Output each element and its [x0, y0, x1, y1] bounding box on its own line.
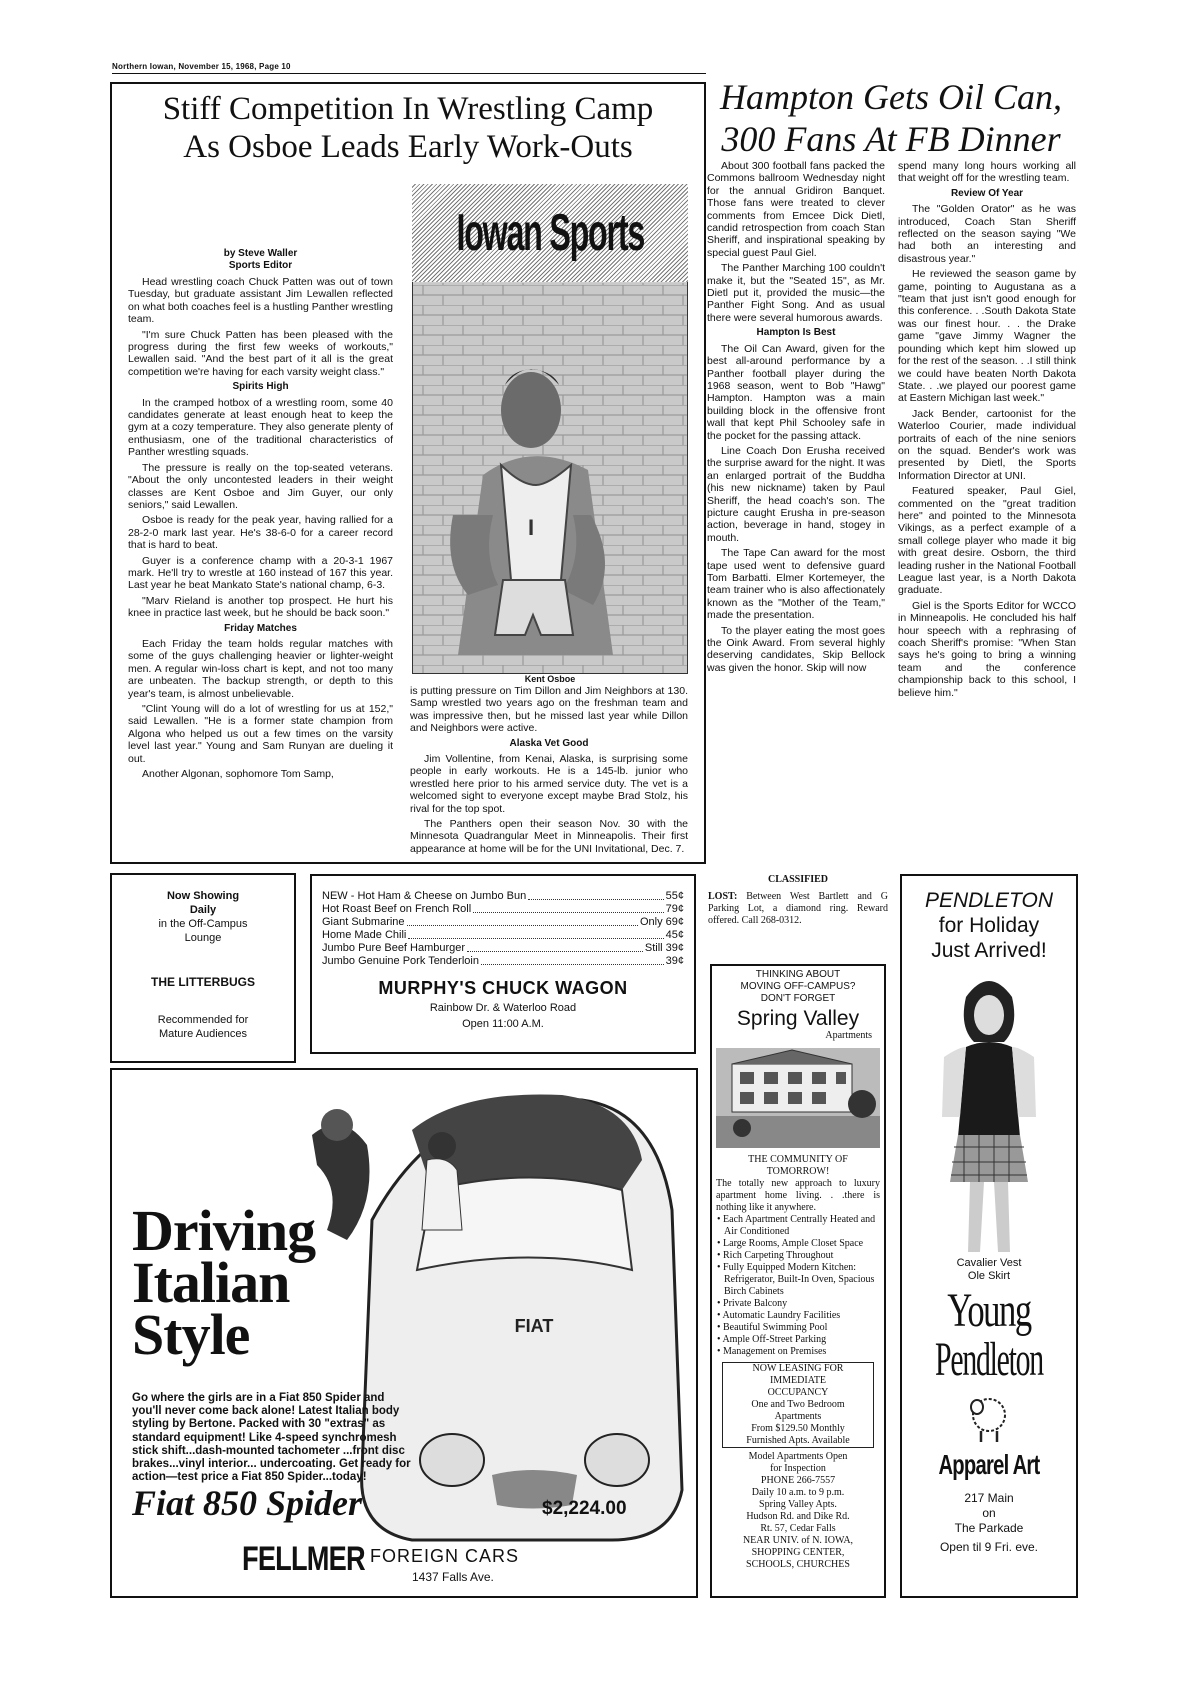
community-line: THE COMMUNITY OF — [748, 1154, 848, 1165]
wrestling-headline-1: Stiff Competition In Wrestling Camp — [162, 91, 654, 127]
model-line: PHONE 266-7557 — [760, 1475, 836, 1486]
model-line: SHOPPING CENTER, — [751, 1547, 845, 1558]
article-paragraph: Head wrestling coach Chuck Patten was out of town Tuesday, but graduate assistant Jim Lewallen reflected on what both coaches feel is a hustling Panther wrestling team. — [128, 276, 393, 326]
model-line: NEAR UNIV. of N. IOWA, — [742, 1535, 854, 1546]
article-paragraph: Line Coach Don Erusha received the surprise award for the night. It was an enlarged portrait of the Buddha (his new nickname) taken by Paul Sheriff, the head coach's son. The picture caught Erusha in pre-season action, beverage in hand, stogey in mouth. — [707, 444, 886, 544]
article-paragraph: Featured speaker, Paul Giel, commented on the "great tradition here" and pointed to the Minnesota Vikings, as a perfect example of a small college player who made it big with great desire. Osborn, the third leading rusher in the National Football League last year, is a North Dakota graduate. — [898, 485, 1076, 597]
article-paragraph: He reviewed the season game by game, pointing to Augustana as a "team that just isn't good enough for this conference. . .South Dakota State was our finest hour. . . the Drake game "gave Jimmy Wagner the pounding which kept him slowed up for the rest of the season. . .I still think we could have beaten North Dakota State. . .we played our poorest game at Eastern Michigan last week." — [898, 268, 1076, 405]
lounge-line: in the Off-Campus — [158, 918, 248, 930]
spring-header-line: THINKING ABOUT — [755, 969, 841, 980]
article-paragraph: Each Friday the team holds regular matches with some of the guys challenging heavier or lighter-weight men. A regular win-loss chart is kept, and not too many are unbeaten. The backup strength, or depth to this year's team, is almost unbelievable. — [128, 637, 393, 700]
menu-item — [322, 916, 684, 929]
menu-item-name: Jumbo Genuine Pork Tenderloin — [322, 955, 479, 967]
band-name: THE LITTERBUGS — [151, 975, 255, 989]
fiat-price: $2,224.00 — [542, 1498, 627, 1519]
feature-text: Private Balcony — [723, 1298, 788, 1309]
photo-caption: Kent Osboe — [524, 674, 576, 684]
fiat-headline — [132, 1198, 316, 1367]
model-line: Rt. 57, Cedar Falls — [760, 1523, 836, 1534]
article-paragraph: About 300 football fans packed the Commons ballroom Wednesday night for the annual Gridiron Banquet. Those fans were treated to clever comments from Emcee Dick Dietl, candid retrospection from coach Stan Sheriff, and inspirational speaking by special guest Paul Giel. — [707, 160, 885, 259]
menu-item-price: 55¢ — [665, 890, 684, 902]
menu-leader-dots — [408, 929, 663, 939]
fiat-headline-line: Italian — [132, 1250, 290, 1315]
byline: by Steve Waller — [223, 248, 298, 259]
fiat-model: Fiat 850 Spider — [132, 1483, 363, 1523]
article-paragraph: "I'm sure Chuck Patten has been pleased with the progress during the first few weeks of workouts," Lewallen said. "And the best part of it all is the great competition we're having for each varsity weight class." — [128, 328, 393, 378]
feature-item: • Management on Premises — [717, 1346, 827, 1357]
menu-list — [322, 890, 684, 968]
hampton-column-2 — [898, 160, 1076, 702]
spring-valley-ad — [710, 964, 886, 1598]
lounge-line: Mature Audiences — [158, 1028, 248, 1040]
article-paragraph: The pressure is really on the top-seated veterans. "About the only uncontested leaders in their weight classes are Kent Osboe and Jim Guyer, our only seniors," said Lewallen. — [128, 461, 393, 511]
hampton-column-1 — [707, 160, 885, 677]
classified-title: CLASSIFIED — [767, 874, 829, 885]
menu-item-price: Only 69¢ — [639, 916, 684, 928]
menu-item — [322, 890, 684, 903]
menu-item — [322, 903, 684, 916]
svg-text:FIAT: FIAT — [514, 1316, 554, 1336]
menu-item — [322, 942, 684, 955]
hampton-headline-1: Hampton Gets Oil Can, — [720, 77, 1062, 117]
lounge-ad — [110, 873, 296, 1063]
menu-item-price: Still 39¢ — [644, 942, 684, 954]
menu-item-name: Hot Roast Beef on French Roll — [322, 903, 472, 915]
feature-list — [712, 1214, 884, 1358]
pendleton-line: for Holiday — [938, 914, 1040, 937]
leasing-line: Furnished Apts. Available — [746, 1435, 850, 1446]
feature-item: • Each Apartment Centrally Heated and Air Conditioned — [717, 1214, 876, 1237]
classified-label: LOST: — [708, 891, 738, 902]
pendleton-item: Ole Skirt — [967, 1270, 1011, 1282]
store-address: on — [982, 1506, 996, 1520]
spring-valley-apartments: Apartments — [825, 1030, 872, 1041]
menu-item-price: 39¢ — [665, 955, 684, 967]
wrestling-column-2 — [410, 685, 688, 858]
dealer-address: 1437 Falls Ave. — [412, 1570, 494, 1584]
restaurant-name: MURPHY'S CHUCK WAGON — [378, 978, 628, 998]
section-banner-text: Iowan Sports — [456, 204, 644, 262]
article-paragraph: The Oil Can Award, given for the best all-around performance by a Panther football player during the 1968 season, went to Bob "Hawg" Hampton. Hampton was a main building block in the offensive front wall that kept Phil Schooley safe in the pocket for the passing attack. — [707, 342, 885, 442]
brand-line: Pendleton — [935, 1333, 1043, 1386]
article-paragraph: Guyer is a conference champ with a 20-3-1 1967 mark. He'll try to wrestle at 160 instead of 167 this year. Last year he beat Mankato State's national champ, 6-3. — [128, 554, 393, 592]
menu-leader-dots — [473, 903, 663, 913]
wrestling-article — [110, 82, 706, 864]
spring-header-line: DON'T FORGET — [760, 993, 836, 1004]
lounge-line: Recommended for — [157, 1014, 249, 1026]
store-hours: Open til 9 Fri. eve. — [939, 1540, 1039, 1554]
dealer-name: FELLMER — [242, 1540, 365, 1578]
spring-intro: The totally new approach to luxury apartment home living. . .there is nothing like it anywhere. — [716, 1178, 880, 1213]
model-line: Spring Valley Apts. — [759, 1499, 837, 1510]
menu-leader-dots — [481, 955, 664, 965]
feature-text: Automatic Laundry Facilities — [722, 1310, 841, 1321]
subhead: Alaska Vet Good — [509, 737, 589, 749]
menu-leader-dots — [528, 890, 663, 900]
spring-header-line: MOVING OFF-CAMPUS? — [740, 981, 856, 992]
article-paragraph: The Panther Marching 100 couldn't make it, but the "Seated 15", as Mr. Dietl put it, provided the music—the Panther Fight Song. And as usual there were several humorous awards. — [707, 262, 885, 324]
model-line: SCHOOLS, CHURCHES — [746, 1559, 850, 1570]
brand-line: Young — [947, 1284, 1031, 1337]
feature-item: • Automatic Laundry Facilities — [717, 1310, 841, 1321]
article-paragraph: The Panthers open their season Nov. 30 with the Minnesota Quadrangular Meet in Minneapolis. Their first appearance at home will be for the UNI Invitational, Dec. 7. — [410, 818, 688, 855]
folio-rule — [112, 73, 706, 74]
apartment-illustration — [712, 1044, 884, 1152]
feature-item: • Rich Carpeting Throughout — [717, 1250, 834, 1261]
menu-leader-dots — [467, 942, 643, 952]
subhead: Hampton Is Best — [756, 327, 836, 339]
menu-item — [322, 955, 684, 968]
menu-item-name: Giant Submarine — [322, 916, 405, 928]
restaurant-address: Rainbow Dr. & Waterloo Road — [429, 1002, 577, 1014]
leasing-line: One and Two Bedroom — [751, 1399, 845, 1410]
leasing-box — [722, 1362, 874, 1448]
lamb-logo-icon — [959, 1387, 1019, 1447]
subhead: Review Of Year — [950, 187, 1024, 199]
leasing-line: NOW LEASING FOR — [752, 1363, 844, 1374]
menu-item-price: 45¢ — [665, 929, 684, 941]
menu-item-price: 79¢ — [665, 903, 684, 915]
community-line: TOMORROW! — [766, 1166, 830, 1177]
pendleton-line: Just Arrived! — [931, 939, 1047, 962]
feature-text: Ample Off-Street Parking — [722, 1334, 827, 1345]
feature-text: Beautiful Swimming Pool — [723, 1322, 828, 1333]
murphys-chuck-wagon-ad — [310, 874, 696, 1054]
byline-title: Sports Editor — [228, 260, 293, 271]
hampton-headline-2: 300 Fans At FB Dinner — [721, 119, 1061, 159]
subhead: Friday Matches — [224, 622, 297, 634]
pendleton-line: PENDLETON — [925, 889, 1053, 912]
leasing-line: From $129.50 Monthly — [751, 1423, 845, 1434]
feature-text: Fully Equipped Modern Kitchen: Refrigerator, Built-In Oven, Spacious Birch Cabinets — [723, 1262, 875, 1297]
feature-item: • Ample Off-Street Parking — [717, 1334, 827, 1345]
pendleton-ad — [900, 874, 1078, 1598]
feature-text: Rich Carpeting Throughout — [723, 1250, 834, 1261]
feature-text: Management on Premises — [723, 1346, 827, 1357]
lounge-line: Daily — [189, 904, 217, 916]
feature-item: • Large Rooms, Ample Closet Space — [717, 1238, 864, 1249]
article-paragraph: In the cramped hotbox of a wrestling room, some 40 candidates generate at least enough heat to keep the gym at a cozy temperature. They also generate plenty of enthusiasm, one of the traditional characteristics of Panther wrestling squads. — [128, 396, 393, 459]
article-paragraph: The "Golden Orator" as he was introduced, Coach Stan Sheriff reflected on the season saying "We had both an interesting and disastrous year." — [898, 203, 1076, 265]
lounge-line: Lounge — [184, 932, 222, 944]
page-folio: Northern Iowan, November 15, 1968, Page 10 — [112, 62, 291, 71]
article-paragraph: Giel is the Sports Editor for WCCO in Minneapolis. He concluded his half hour speech with a rephrasing of coach Sheriff's promise: "When Stan says he's going to bring a winning team and the conference championship back to this school, I believe him." — [898, 599, 1076, 699]
feature-text: Large Rooms, Ample Closet Space — [723, 1238, 864, 1249]
menu-item-name: NEW - Hot Ham & Cheese on Jumbo Bun — [322, 890, 527, 902]
leasing-line: IMMEDIATE — [769, 1375, 827, 1386]
feature-item: • Fully Equipped Modern Kitchen: Refrigerator, Built-In Oven, Spacious Birch Cabinets — [717, 1262, 875, 1297]
pendleton-item: Cavalier Vest — [956, 1257, 1022, 1269]
article-paragraph: Jack Bender, cartoonist for the Waterloo Courier, made individual portraits of each of the nine seniors on the squad. Bender's work was presented by Dietl, the Sports Information Director at UNI. — [898, 407, 1076, 482]
article-paragraph: Another Algonan, sophomore Tom Samp, — [142, 768, 334, 781]
article-paragraph: "Clint Young will do a lot of wrestling for us at 152," said Lewallen. "He is a former state champion from Algona who helped us out a few times on the varsity level last year." Young and Sam Runyan are dueling it out. — [128, 703, 393, 765]
dealer-type: FOREIGN CARS — [370, 1546, 520, 1566]
article-paragraph: "Marv Rieland is another top prospect. He hurt his knee in practice last week, but he should be back soon." — [128, 594, 393, 620]
fiat-headline-line: Style — [132, 1302, 250, 1367]
article-paragraph: Jim Vollentine, from Kenai, Alaska, is surprising some people in early workouts. He is a 145-lb. junior who wrestled here prior to his armed service duty. The vet is a welcomed sight to everyone except maybe Brad Stolz, his rival for the top spot. — [410, 753, 688, 815]
leasing-line: Apartments — [774, 1411, 822, 1422]
store-address: 217 Main — [964, 1491, 1014, 1505]
spring-valley-name: Spring Valley — [736, 1007, 860, 1030]
svg-text:I: I — [527, 515, 535, 540]
article-paragraph: The Tape Can award for the most tape used went to defensive guard Tom Barbatti. Elmer Kortemeyer, the team trainer who is also affectionately known as the "Mother of the Team," made the presentation. — [707, 547, 885, 622]
classified-ad — [708, 874, 888, 927]
feature-text: Each Apartment Centrally Heated and Air Conditioned — [723, 1214, 876, 1237]
model-line: Hudson Rd. and Dike Rd. — [746, 1511, 850, 1522]
article-paragraph: is putting pressure on Tim Dillon and Jim Neighbors at 130. Samp wrestled two years ago on the freshman team and was impressive then, but he missed last year while Dillon and Neighbors were active. — [410, 685, 688, 735]
menu-item-name: Home Made Chili — [322, 929, 407, 941]
model-line: Daily 10 a.m. to 9 p.m. — [751, 1487, 845, 1498]
hampton-headline — [706, 76, 1076, 160]
fiat-ad — [110, 1068, 698, 1598]
spring-header — [712, 966, 884, 1005]
menu-item — [322, 929, 684, 942]
restaurant-hours: Open 11:00 A.M. — [462, 1018, 544, 1030]
menu-leader-dots — [407, 916, 638, 926]
model-line: Model Apartments Open — [748, 1451, 848, 1462]
store-name: Apparel Art — [938, 1449, 1040, 1480]
lounge-line: Now Showing — [166, 890, 240, 902]
subhead: Spirits High — [232, 381, 289, 393]
model-illustration — [904, 967, 1074, 1257]
model-apartments — [712, 1451, 884, 1571]
article-paragraph: Osboe is ready for the peak year, having rallied for a 28-2-0 mark last year. He's 38-6-0 for a career record that is hard to beat. — [128, 514, 393, 552]
wrestling-headline-2: As Osboe Leads Early Work-Outs — [183, 129, 633, 165]
feature-item: • Private Balcony — [717, 1298, 788, 1309]
store-address: The Parkade — [954, 1521, 1024, 1535]
classified-text: Between West Bartlett and G Parking Lot, a diamond ring. Reward offered. Call 268-0312. — [708, 891, 889, 926]
article-paragraph: spend many long hours working all that weight off for the wrestling team. — [898, 160, 1076, 185]
fiat-headline-line: Driving — [132, 1198, 316, 1263]
feature-item: • Beautiful Swimming Pool — [717, 1322, 828, 1333]
fiat-copy: Go where the girls are in a Fiat 850 Spider and you'll never come back alone! Latest Italian body styling by Bertone. Packed with 30 "extras" as standard equipment! Like 4-speed synchromesh stick shift...dash-mounted tachometer ...front disc brakes...vinyl interior... undercoating. Get ready for action—test price a Fiat 850 Spider...today! — [132, 1392, 411, 1484]
section-banner — [412, 184, 688, 282]
leasing-line: OCCUPANCY — [767, 1387, 829, 1398]
wrestling-column-1 — [128, 242, 393, 783]
menu-item-name: Jumbo Pure Beef Hamburger — [322, 942, 466, 954]
model-line: for Inspection — [770, 1463, 826, 1474]
article-paragraph: To the player eating the most goes the Oink Award. From several highly deserving candidates, Skip Bellock was given the honor. Skip will now — [707, 624, 885, 674]
